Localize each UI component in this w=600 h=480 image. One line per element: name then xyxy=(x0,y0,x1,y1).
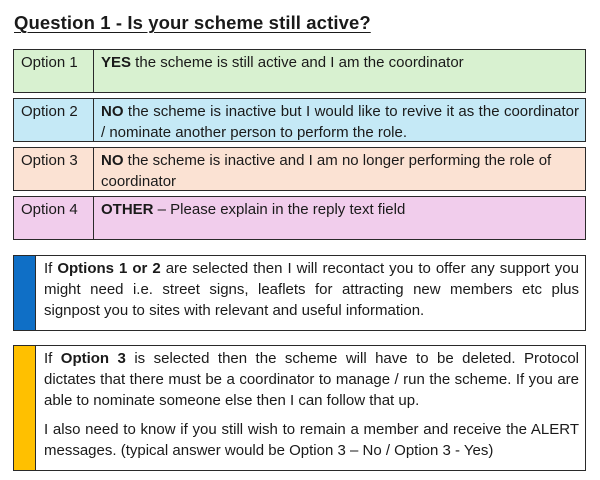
info-box-2-paragraph-2: I also need to know if you still wish to remain a member and receive the ALERT messages. (typical answer would be Option 3 – No / Option 3 - Yes) xyxy=(44,421,579,459)
info-1-bold: Options 1 or 2 xyxy=(57,260,161,277)
option-2-description xyxy=(94,99,585,141)
yellow-accent-bar xyxy=(14,346,36,470)
option-2-row[interactable] xyxy=(13,98,586,142)
question-title: Question 1 - Is your scheme still active? xyxy=(14,12,371,33)
options-1-2-info-box xyxy=(13,255,586,331)
option-3-text: the scheme is inactive and I am no longer performing the role of coordinator xyxy=(101,152,552,190)
info-1-pre: If xyxy=(44,260,58,277)
option-4-keyword: OTHER xyxy=(101,201,154,218)
option-1-row[interactable] xyxy=(13,49,586,93)
option-1-text: the scheme is still active and I am the coordinator xyxy=(131,54,464,71)
info-box-2-body xyxy=(36,346,585,470)
info-box-1-paragraph xyxy=(44,258,579,321)
info-2-post: is selected then the scheme will have to be deleted. Protocol dictates that there must be a coordinator to manage / run the scheme. If you are able to nominate someone else then I can follow that up. xyxy=(44,350,579,409)
option-1-keyword: YES xyxy=(101,54,132,71)
option-1-label: Option 1 xyxy=(14,50,94,92)
option-3-description xyxy=(94,148,585,190)
info-box-2-paragraph-1 xyxy=(44,348,579,411)
info-2-pre: If xyxy=(44,350,61,367)
info-box-1-body xyxy=(36,256,585,330)
option-4-text: – Please explain in the reply text field xyxy=(153,201,406,218)
option-4-label: Option 4 xyxy=(14,197,94,239)
option-3-info-box xyxy=(13,345,586,471)
info-2-bold: Option 3 xyxy=(60,350,126,367)
option-3-label: Option 3 xyxy=(14,148,94,190)
option-1-description xyxy=(94,50,585,92)
option-4-row[interactable] xyxy=(13,196,586,240)
option-2-text: the scheme is inactive but I would like to revive it as the coordinator / nominate another person to perform the role. xyxy=(101,103,579,141)
option-4-description xyxy=(94,197,585,239)
option-3-keyword: NO xyxy=(101,152,124,169)
option-3-row[interactable] xyxy=(13,147,586,191)
info-1-post: are selected then I will recontact you to offer any support you might need i.e. street signs, leaflets for attracting new members etc plus signpost you to sites with relevant and useful information. xyxy=(44,260,579,319)
blue-accent-bar xyxy=(14,256,36,330)
option-2-keyword: NO xyxy=(101,103,124,120)
option-2-label: Option 2 xyxy=(14,99,94,141)
